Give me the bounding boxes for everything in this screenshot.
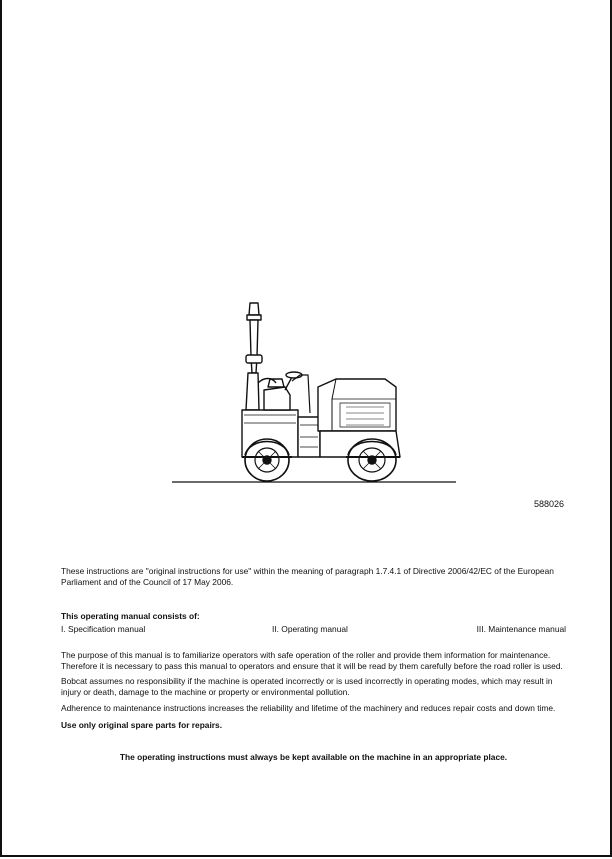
manual-item-operating: II. Operating manual xyxy=(272,624,348,634)
tandem-roller-icon xyxy=(160,295,465,490)
beacon-lamp xyxy=(249,303,259,315)
footer-note: The operating instructions must always be kept available on the machine in an appropriate place. xyxy=(119,752,508,762)
operator-seat xyxy=(264,387,290,410)
manual-item-specification: I. Specification manual xyxy=(61,624,146,634)
liability-paragraph: Bobcat assumes no responsibility if the machine is operated incorrectly or is used incorrectly in operating modes, which may result in injury or death, damage to the machine or property or environmental pollution. xyxy=(61,676,553,697)
purpose-paragraph: The purpose of this manual is to familiarize operators with safe operation of the roller and provide them information for maintenance. Therefore it is necessary to pass this manual to operators and ensure that it will be read by them carefully before the road roller is used. xyxy=(61,650,563,671)
engine-hood xyxy=(318,379,396,431)
intro-paragraph: These instructions are "original instructions for use" within the meaning of paragraph 1.7.4.1 of Directive 2006/42/EC of the European Parliament and of the Council of 17 May 2006. xyxy=(61,566,554,587)
spare-parts-note: Use only original spare parts for repairs. xyxy=(61,720,223,730)
manual-contents-title: This operating manual consists of: xyxy=(61,611,200,621)
figure-number: 588026 xyxy=(533,499,564,509)
adherence-paragraph: Adherence to maintenance instructions increases the reliability and lifetime of the machinery and reduces repair costs and down time. xyxy=(61,703,556,713)
manual-item-maintenance: III. Maintenance manual xyxy=(476,624,566,634)
rops-mast xyxy=(250,320,258,357)
